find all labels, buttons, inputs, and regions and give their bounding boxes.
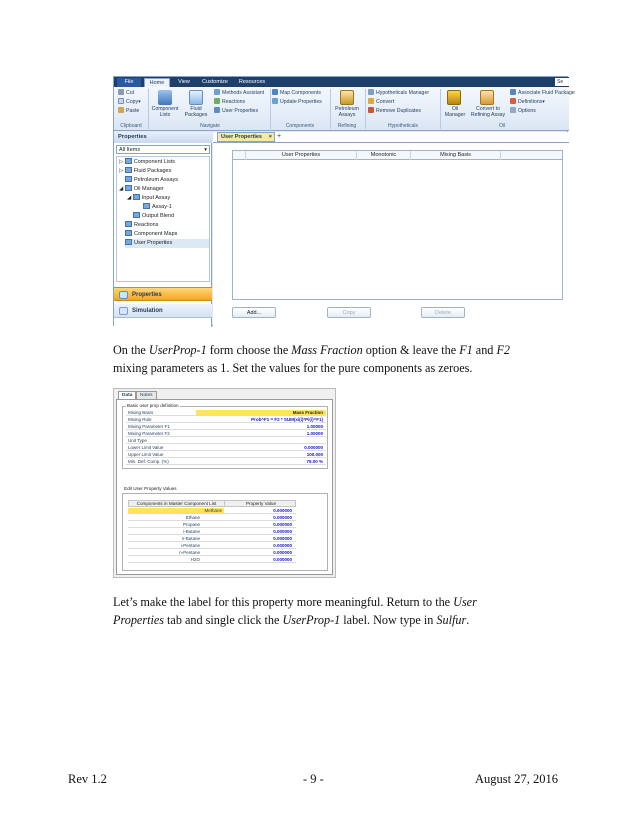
property-row[interactable]: Mixing Parameter F1 1.00000 [126,424,326,430]
instruction-paragraph-1 [113,341,533,377]
tree-item-assay-1[interactable]: Assay-1 [143,203,172,212]
property-row[interactable]: Mixing Basis Mass Fraction [126,410,326,416]
property-row[interactable]: Mixing Parameter F2 1.00000 [126,431,326,437]
folder-icon [133,212,140,218]
petroleum-assays-icon [340,90,354,105]
column-components[interactable]: Components in Master Component List [129,501,225,507]
paragraph-line: On the UserProp-1 form choose the Mass Fraction option & leave the F1 and F2 [113,343,510,357]
component-lists-button[interactable]: Component Lists [151,106,179,118]
scissors-icon [118,89,124,95]
navigation-tree [116,156,210,282]
reactions-icon [214,98,220,104]
property-row[interactable]: Unit Type [126,438,326,444]
ribbon-divider [148,89,149,129]
folder-icon [133,194,140,200]
tree-item-component-maps[interactable]: Component Maps [125,230,177,239]
tab-customize[interactable]: Customize [202,79,228,85]
paragraph-line: mixing parameters as 1. Set the values for the pure components as zeroes. [113,361,473,375]
paste-button[interactable]: Paste [118,107,139,115]
methods-assistant-icon [214,89,220,95]
folder-icon [125,158,132,164]
folder-icon [125,230,132,236]
folder-icon [125,221,132,227]
add-button[interactable]: Add... [232,307,276,318]
property-row[interactable]: Min. Def. Comp. (%) 75.00 % [126,459,326,465]
tab-resources[interactable]: Resources [238,79,266,85]
tree-item-fluid-packages[interactable]: ▷ Fluid Packages [119,168,172,174]
tree-item-oil-manager[interactable]: ◢ Oil Manager [119,186,164,192]
paragraph-line: Let’s make the label for this property more meaningful. Return to the User [113,595,477,609]
definitions-icon [510,98,516,104]
tab-file[interactable]: File [117,78,141,87]
map-components-button[interactable]: Map Components [272,89,321,97]
ribbon-divider [270,89,271,129]
delete-button[interactable]: Delete [421,307,465,318]
options-icon [510,107,516,113]
instruction-paragraph-2 [113,593,533,629]
folder-icon [125,239,132,245]
copy-property-button[interactable]: Copy [327,307,371,318]
convert-button[interactable]: Convert [368,98,394,106]
component-row[interactable]: Ethane 0.000000 [128,515,296,521]
tab-underline [213,142,569,143]
flask-icon [189,90,203,105]
convert-refining-icon [480,90,494,105]
tab-view[interactable]: View [178,79,190,85]
footer-page-number: - 9 - [303,772,324,786]
associate-icon [510,89,516,95]
navigation-pane [114,132,212,327]
convert-to-refining-assay-button[interactable]: Convert to Refining Assay [470,106,506,118]
footer-date: August 27, 2016 [475,772,558,786]
search-box-fragment[interactable]: Se [555,78,569,86]
tree-item-user-properties[interactable]: User Properties [125,239,209,248]
grid-header [233,151,562,160]
pane-title: Properties [114,132,212,143]
remove-duplicates-icon [368,107,374,113]
convert-icon [368,98,374,104]
column-monotonic[interactable]: Monotonic [357,151,411,160]
component-row[interactable]: n-Butane 0.000000 [128,536,296,542]
column-mixing-basis[interactable]: Mixing Basis [411,151,501,160]
map-icon [272,89,278,95]
user-properties-button[interactable]: User Properties [214,107,258,115]
tree-item-output-blend[interactable]: Output Blend [133,212,174,221]
edit-values-title: Edit User Property Values [124,486,177,491]
update-properties-button[interactable]: Update Properties [272,98,322,106]
tree-item-component-lists[interactable]: ▷ Component Lists [119,159,176,165]
methods-assistant-button[interactable]: Methods Assistant [214,89,264,97]
tab-home[interactable]: Home [144,78,170,87]
tree-item-input-assay[interactable]: ◢ Input Assay [127,195,171,201]
ribbon-divider [365,89,366,129]
column-user-properties[interactable]: User Properties [246,151,357,160]
hypotheticals-icon [368,89,374,95]
ribbon-tab-row [114,77,569,87]
tree-item-reactions[interactable]: Reactions [125,221,158,230]
group-title: Basic user prop definition [127,403,179,408]
close-icon[interactable]: × [268,134,272,140]
update-icon [272,98,278,104]
remove-duplicates-button[interactable]: Remove Duplicates [368,107,421,115]
reactions-button[interactable]: Reactions [214,98,245,106]
property-row[interactable]: Mixing Rule Prob^F1 = F2 * SUM(xi(i)*Pi(i)^F1) [126,417,326,423]
component-row[interactable]: Methane 0.000000 [128,508,296,514]
copy-icon [118,98,124,104]
simulation-icon [119,307,128,315]
folder-icon [125,185,132,191]
user-properties-grid[interactable] [232,150,563,300]
options-button[interactable]: Options [510,107,536,115]
new-tab-icon[interactable]: + [277,133,282,140]
chevron-down-icon: ▾ [204,147,207,153]
group-hypotheticals-label: Hypotheticals [387,123,418,129]
property-row[interactable]: Lower Limit Value 0.000000 [126,445,326,451]
aspen-properties-screenshot [113,76,575,326]
workspace [213,132,569,327]
oil-barrel-icon [447,90,461,105]
column-property-value[interactable]: Property Value [245,501,277,506]
group-refining-label: Refining [337,123,357,129]
component-table-header [128,500,296,507]
component-row[interactable]: H2O 0.000000 [128,557,296,563]
hypotheticals-manager-button[interactable]: Hypotheticals Manager [368,89,429,97]
associate-fluid-package-button[interactable]: Associate Fluid Package [510,89,575,97]
user-properties-icon [214,107,220,113]
tree-item-petroleum-assays[interactable]: Petroleum Assays [125,176,178,185]
fluid-packages-button[interactable]: Fluid Packages [184,106,208,118]
nav-simulation-button[interactable]: Simulation [114,304,212,318]
component-row[interactable]: i-Pentane 0.000000 [128,543,296,549]
cut-button[interactable]: Cut [118,89,134,97]
group-clipboard-label: Clipboard [120,123,142,129]
folder-icon [125,167,132,173]
userprop-form-screenshot [113,388,336,578]
tab-user-properties[interactable]: User Properties × [217,132,275,142]
group-components-label: Components [285,123,315,129]
footer-revision: Rev 1.2 [68,772,107,786]
component-row[interactable]: Propane 0.000000 [128,522,296,528]
group-oil-label: Oil [498,123,506,129]
component-row[interactable]: n-Pentane 0.000000 [128,550,296,556]
group-navigate-label: Navigate [200,123,220,129]
tab-data[interactable]: Data [118,391,136,399]
nav-properties-button[interactable]: Properties [114,287,212,301]
tab-notes[interactable]: Notes [136,391,157,399]
folder-icon [143,203,150,209]
component-row[interactable]: i-Butane 0.000000 [128,529,296,535]
paragraph-line: Properties tab and single click the UserProp-1 label. Now type in Sulfur. [113,613,470,627]
ribbon [114,87,575,131]
petroleum-assays-button[interactable]: Petroleum Assays [335,106,359,118]
items-filter-dropdown[interactable]: All Items ▾ [116,145,210,154]
property-row[interactable]: Upper Limit Value 100.000 [126,452,326,458]
oil-manager-button[interactable]: Oil Manager [444,106,466,118]
copy-button[interactable]: Copy▾ [118,98,141,106]
row-header-corner [233,151,246,160]
folder-icon [125,176,132,182]
definitions-button[interactable]: Definitions▾ [510,98,545,106]
paste-icon [118,107,124,113]
properties-icon [119,291,128,299]
component-lists-icon [158,90,172,105]
